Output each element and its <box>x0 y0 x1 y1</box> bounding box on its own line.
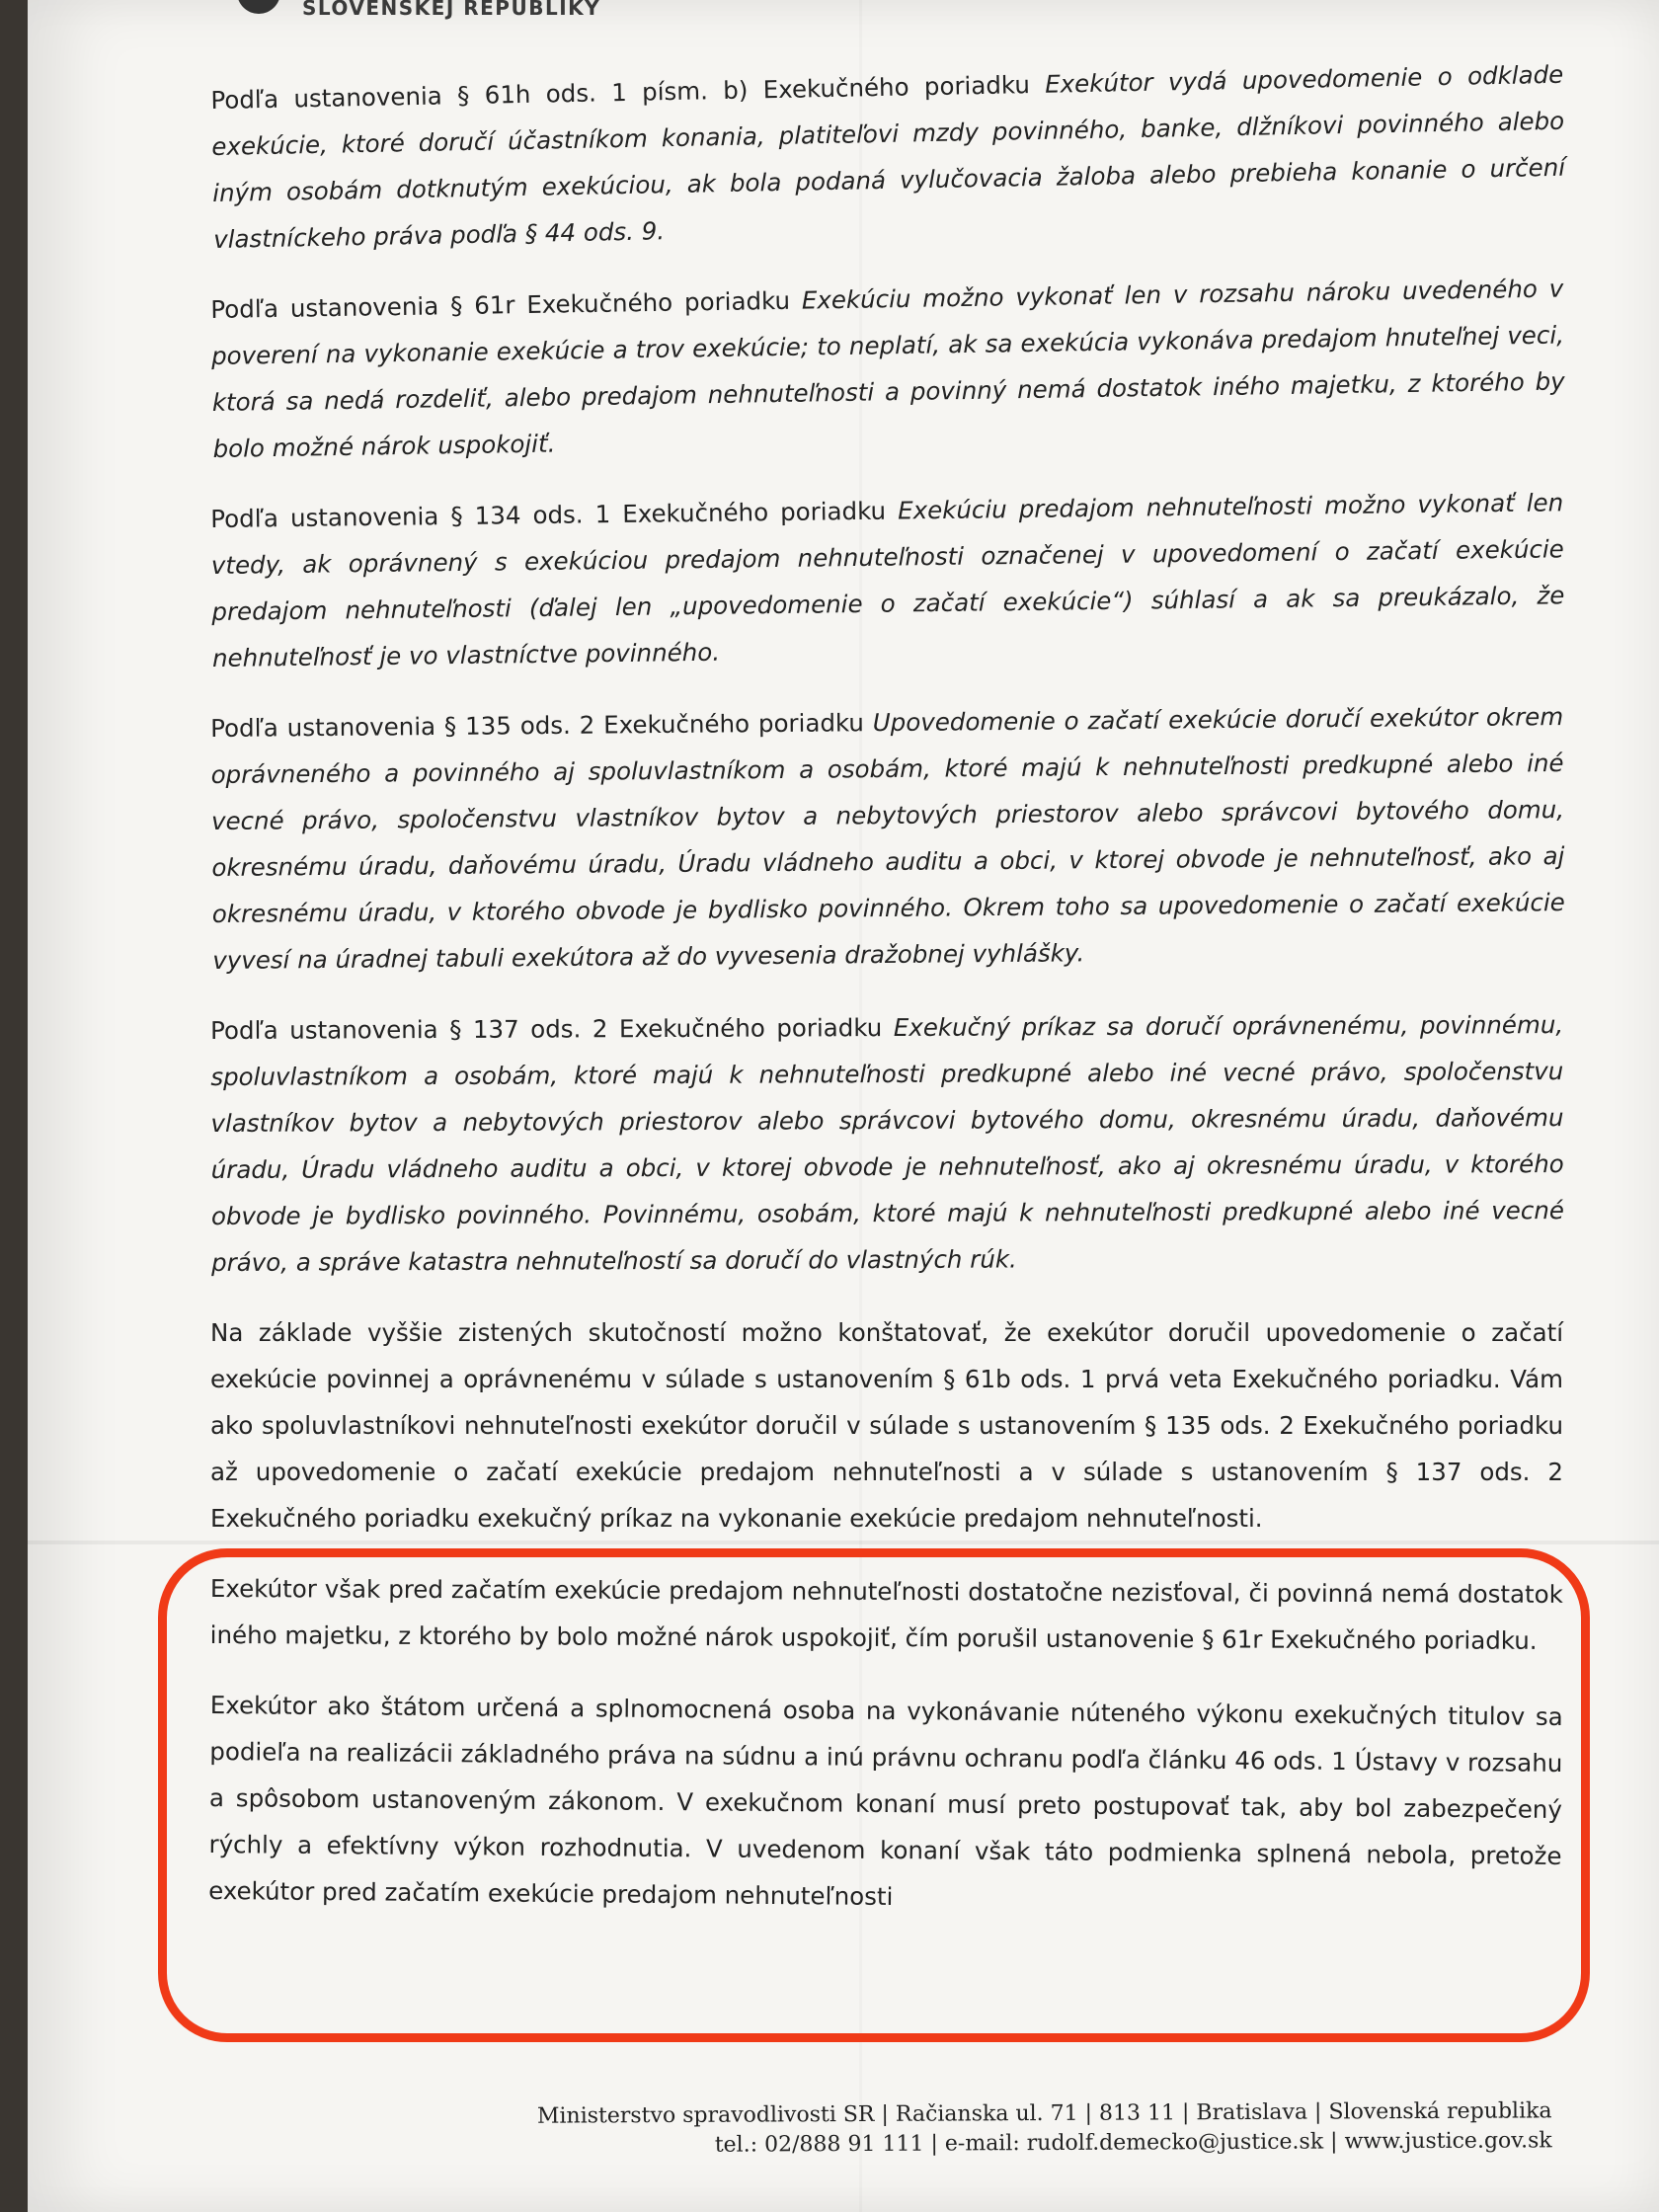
paragraph-135 <box>210 693 1565 984</box>
letter-body <box>208 59 1566 1937</box>
paragraph-lead: Podľa ustanovenia § 61r Exekučného poriadku <box>210 285 803 324</box>
paragraph-quote: Exekučný príkaz sa doručí oprávnenému, povinnému, spoluvlastníkom a osobám, ktoré majú k nehnuteľnosti predkupné alebo iné vecné právo, spoločenstvu vlastníkov bytov a nebytových priestorov alebo správcovi bytového domu, okresnému úradu, daňovému úradu, Úradu vládneho auditu a obci, v ktorej obvode je nehnuteľnosť, ako aj okresnému úradu, v ktorého obvode je bydlisko povinného. Povinnému, osobám, ktoré majú k nehnuteľnosti predkupné alebo iné vecné právo, a správe katastra nehnuteľností sa doručí do vlastných rúk. <box>210 1010 1564 1277</box>
paragraph-lead: Podľa ustanovenia § 137 ods. 2 Exekučného poriadku <box>210 1012 894 1045</box>
paragraph-61r <box>210 265 1566 471</box>
paragraph-61h <box>210 51 1566 263</box>
footer-contact: tel.: 02/888 91 111 | e-mail: rudolf.demecko@justice.sk | www.justice.gov.sk <box>715 2128 1553 2158</box>
paragraph-quote: Upovedomenie o začatí exekúcie doručí exekútor okrem oprávneného a povinného aj spoluvlastníkom a osobám, ktoré majú k nehnuteľnosti predkupné alebo iné vecné právo, spoločenstvu vlastníkov bytov a nebytových priestorov alebo správcovi bytového domu, okresnému úradu, daňovému úradu, Úradu vládneho auditu a obci, v ktorej obvode je nehnuteľnosť, ako aj okresnému úradu, v ktorého obvode je bydlisko povinného. Okrem toho sa upovedomenie o začatí exekúcie vyvesí na úradnej tabuli exekútora až do vyvesenia dražobnej vyhlášky. <box>210 702 1565 975</box>
paragraph-quote: Exekúciu možno vykonať len v rozsahu nároku uvedeného v poverení na vykonanie exekúcie a trov exekúcie; to neplatí, ak sa exekúcia vykonáva predajom hnuteľnej veci, ktorá sa nedá rozdeliť, alebo predajom nehnuteľnosti a povinný nemá dostatok iného majetku, z ktorého by bolo možné nárok uspokojiť. <box>210 274 1565 463</box>
paragraph-quote: Exekúciu predajom nehnuteľnosti možno vykonať len vtedy, ak oprávnený s exekúciou predajom nehnuteľnosti označenej v upovedomení o začatí exekúcie predajom nehnuteľnosti (ďalej len „upovedomenie o začatí exekúcie“) súhlasí a ak sa preukázalo, že nehnuteľnosť je vo vlastníctve povinného. <box>210 488 1565 672</box>
paragraph-137 <box>210 1001 1564 1286</box>
paragraph-violation: Exekútor však pred začatím exekúcie predajom nehnuteľnosti dostatočne nezisťoval, či povinná nemá dostatok iného majetku, z ktorého by bolo možné nárok uspokojiť, čím porušil ustanovenie § 61r Exekučného poriadku. <box>209 1573 1563 1655</box>
paragraph-lead: Podľa ustanovenia § 135 ods. 2 Exekučného poriadku <box>210 708 873 743</box>
paragraph-lead: Podľa ustanovenia § 61h ods. 1 písm. b) Exekučného poriadku <box>210 69 1046 115</box>
footer-address: Ministerstvo spravodlivosti SR | Račianska ul. 71 | 813 11 | Bratislava | Slovenská republika <box>537 2098 1552 2129</box>
paragraph-lead: Podľa ustanovenia § 134 ods. 1 Exekučného poriadku <box>210 496 899 533</box>
paragraph-134 <box>210 479 1565 681</box>
paragraph-executor-role: Exekútor ako štátom určená a splnomocnená osoba na vykonávanie núteného výkonu exekučných titulov sa podieľa na realizácii základného práva na súdnu a inú právnu ochranu podľa článku 46 ods. 1 Ústavy v rozsahu a spôsobom ustanoveným zákonom. V exekučnom konaní musí preto postupovať tak, aby bol zabezpečený rýchly a efektívny výkon rozhodnutia. V uvedenom konaní však táto podmienka splnená nebola, pretože exekútor pred začatím exekúcie predajom nehnuteľnosti <box>208 1690 1563 1912</box>
paragraph-quote: Exekútor vydá upovedomenie o odklade exekúcie, ktoré doručí účastníkom konania, platiteľovi mzdy povinného, banke, dlžníkovi povinného alebo iným osobám dotknutým exekúciou, ak bola podaná vylučovacia žaloba alebo prebieha konanie o určení vlastníckeho práva podľa § 44 ods. 9. <box>211 59 1566 254</box>
header-organization: SLOVENSKEJ REPUBLIKY <box>302 0 601 20</box>
letter-footer <box>537 2096 1552 2161</box>
paragraph-conclusion: Na základe vyššie zistených skutočností možno konštatovať, že exekútor doručil upovedomenie o začatí exekúcie povinnej a oprávnenému v súlade s ustanovením § 61b ods. 1 prvá veta Exekučného poriadku. Vám ako spoluvlastníkovi nehnuteľnosti exekútor doručil v súlade s ustanovením § 135 ods. 2 Exekučného poriadku až upovedomenie o začatí exekúcie predajom nehnuteľnosti a v súlade s ustanovením § 137 ods. 2 Exekučného poriadku exekučný príkaz na vykonanie exekúcie predajom nehnuteľnosti. <box>210 1318 1563 1533</box>
